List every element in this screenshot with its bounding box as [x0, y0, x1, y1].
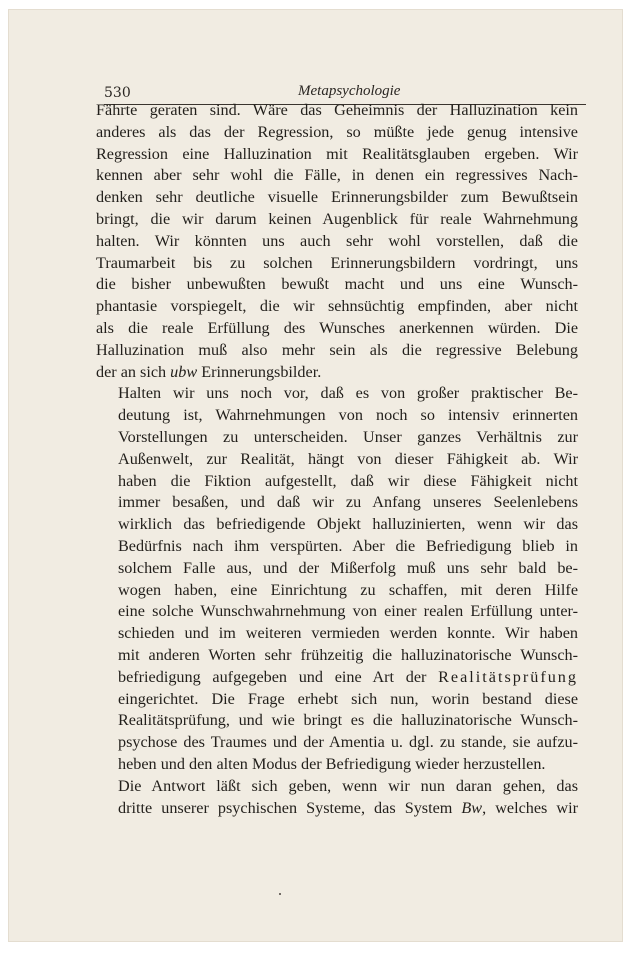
ink-speck	[279, 893, 281, 895]
text-line: immer besaßen, und daß wir zu Anfang unseres Seelenlebens	[118, 493, 578, 512]
text-line: psychose des Traumes und der Amentia u. dgl. zu stande, sie aufzu-	[118, 733, 578, 752]
text-line: bringt, die wir darum keinen Augenblick für reale Wahrnehmung	[96, 209, 578, 228]
text-line: halten. Wir könnten uns auch sehr wohl vorstellen, daß die	[96, 231, 578, 250]
paragraph-1	[96, 100, 578, 383]
text-line: Bedürfnis nach ihm verspürten. Aber die Befriedigung blieb in	[118, 536, 578, 555]
text-line: Fährte geraten sind. Wäre das Geheimnis der Halluzination kein	[96, 101, 578, 119]
text-line: als die reale Erfüllung des Wunsches anerkennen würden. Die	[96, 318, 578, 337]
text-line: Traumarbeit bis zu solchen Erinnerungsbildern vordringt, uns	[96, 253, 578, 272]
text-line: Halten wir uns noch vor, daß es von großer praktischer Be-	[118, 384, 578, 403]
text-line: haben die Fiktion aufgestellt, daß wir diese Fähigkeit nicht	[118, 471, 578, 490]
text-segment: dritte unserer psychischen Systeme, das System	[118, 798, 462, 817]
italic-term-bw: Bw	[461, 798, 483, 817]
text-line: anderes als das der Regression, so müßte jede genug intensive	[96, 122, 578, 141]
spaced-term-realitaetspruefung: Realitätsprüfung	[438, 667, 578, 686]
text-line: wirklich das befriedigende Objekt halluzinierten, wenn wir das	[118, 515, 578, 534]
text-line: Vorstellungen zu unterscheiden. Unser ganzes Verhältnis zur	[118, 427, 578, 446]
running-title: Metapsychologie	[298, 83, 401, 99]
page-number: 530	[104, 85, 131, 101]
text-line-last: heben und den alten Modus der Befriedigung wieder herzustellen.	[118, 754, 546, 773]
text-line-last	[96, 362, 578, 384]
text-segment: Erinnerungsbilder.	[197, 362, 322, 381]
text-line: phantasie vorspiegelt, die wir sehnsüchtig empfinden, aber nicht	[96, 297, 578, 316]
paragraph-2	[96, 383, 578, 775]
italic-term-ubw: ubw	[170, 362, 198, 381]
text-line: schieden und im weiteren vermieden werden konnte. Wir haben	[118, 624, 578, 643]
text-line: Halluzination muß also mehr sein als die regressive Belebung	[96, 340, 578, 359]
text-line-last	[96, 798, 578, 820]
text-segment: , welches wir	[482, 798, 578, 817]
text-line-spaced	[96, 667, 578, 689]
text-line: die bisher unbewußten bewußt macht und uns eine Wunsch-	[96, 275, 578, 294]
body-text	[96, 100, 578, 819]
text-line: eine solche Wunschwahrnehmung von einer realen Erfüllung unter-	[118, 602, 578, 621]
paragraph-3	[96, 776, 578, 820]
text-line: Die Antwort läßt sich geben, wenn wir nun daran gehen, das	[118, 776, 578, 795]
text-line: eingerichtet. Die Frage erhebt sich nun, worin bestand diese	[118, 689, 578, 708]
text-segment: befriedigung aufgegeben und eine Art der	[118, 667, 439, 686]
text-segment: der an sich	[96, 362, 171, 381]
text-line: Regression eine Halluzination mit Realitätsglauben ergeben. Wir	[96, 144, 578, 163]
text-line: solchem Falle aus, und der Mißerfolg muß uns sehr bald be-	[118, 558, 578, 577]
text-line: denken sehr deutliche visuelle Erinnerungsbilder zum Bewußtsein	[96, 188, 578, 207]
text-line: Außenwelt, zur Realität, hängt von dieser Fähigkeit ab. Wir	[118, 449, 578, 468]
text-line: kennen aber sehr wohl die Fälle, in denen ein regressives Nach-	[96, 166, 578, 185]
text-line: Realitätsprüfung, und wie bringt es die halluzinatorische Wunsch-	[118, 711, 578, 730]
text-line: deutung ist, Wahrnehmungen von noch so intensiv erinnerten	[118, 406, 578, 425]
text-line: wogen haben, eine Einrichtung zu schaffen, mit deren Hilfe	[118, 580, 578, 599]
text-line: mit anderen Worten sehr frühzeitig die halluzinatorische Wunsch-	[118, 645, 578, 664]
